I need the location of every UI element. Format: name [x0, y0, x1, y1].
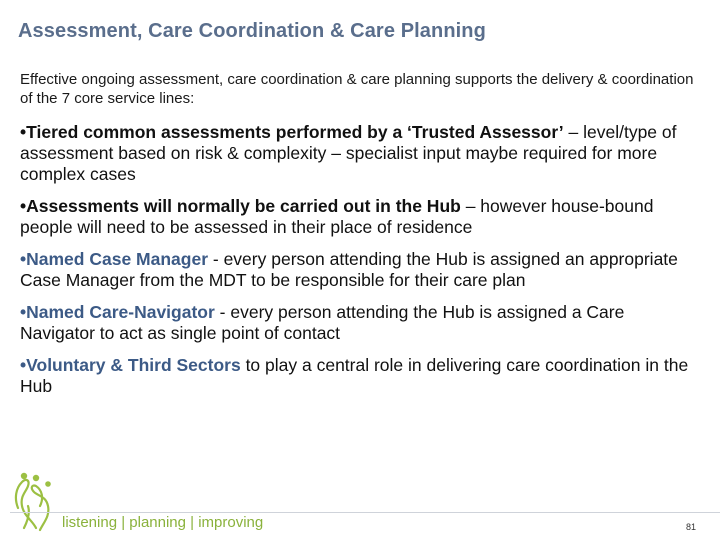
bullet-care-navigator	[20, 302, 700, 344]
bullet-assessments-hub	[20, 196, 700, 238]
bullet-voluntary-sectors	[20, 355, 700, 397]
bullet-lead: •Named Case Manager	[20, 249, 209, 269]
bullet-body: - every person attending the Hub is assigned an appropriate Case Manager from the MDT to be responsible for their care plan	[20, 249, 678, 290]
bullet-lead: •Named Care-Navigator	[20, 302, 215, 322]
bullet-body: to play a central role in delivering care coordination in the Hub	[20, 355, 689, 396]
bullet-lead: •Voluntary & Third Sectors	[20, 355, 241, 375]
slide-title: Assessment, Care Coordination & Care Planning	[18, 20, 486, 42]
bullet-lead: •Assessments will normally be carried out in the Hub	[20, 196, 461, 216]
bullet-trusted-assessor	[20, 122, 700, 185]
intro-text: Effective ongoing assessment, care coordination & care planning supports the delivery & coordination of the 7 core service lines:	[20, 71, 694, 107]
bullet-body: - every person attending the Hub is assigned a Care Navigator to act as single point of contact	[20, 302, 625, 343]
bullet-body: – level/type of assessment based on risk & complexity – specialist input maybe required for more complex cases	[20, 122, 677, 184]
footer-divider	[10, 512, 720, 513]
bullet-case-manager	[20, 249, 700, 291]
figures-logo-icon	[6, 462, 64, 534]
slide-content	[20, 70, 700, 408]
footer-tagline: listening | planning | improving	[62, 514, 264, 531]
page-number: 81	[685, 522, 696, 532]
bullet-body: – however house-bound people will need to be assessed in their place of residence	[20, 196, 654, 237]
bullet-lead: •Tiered common assessments performed by a ‘Trusted Assessor’	[20, 122, 564, 142]
